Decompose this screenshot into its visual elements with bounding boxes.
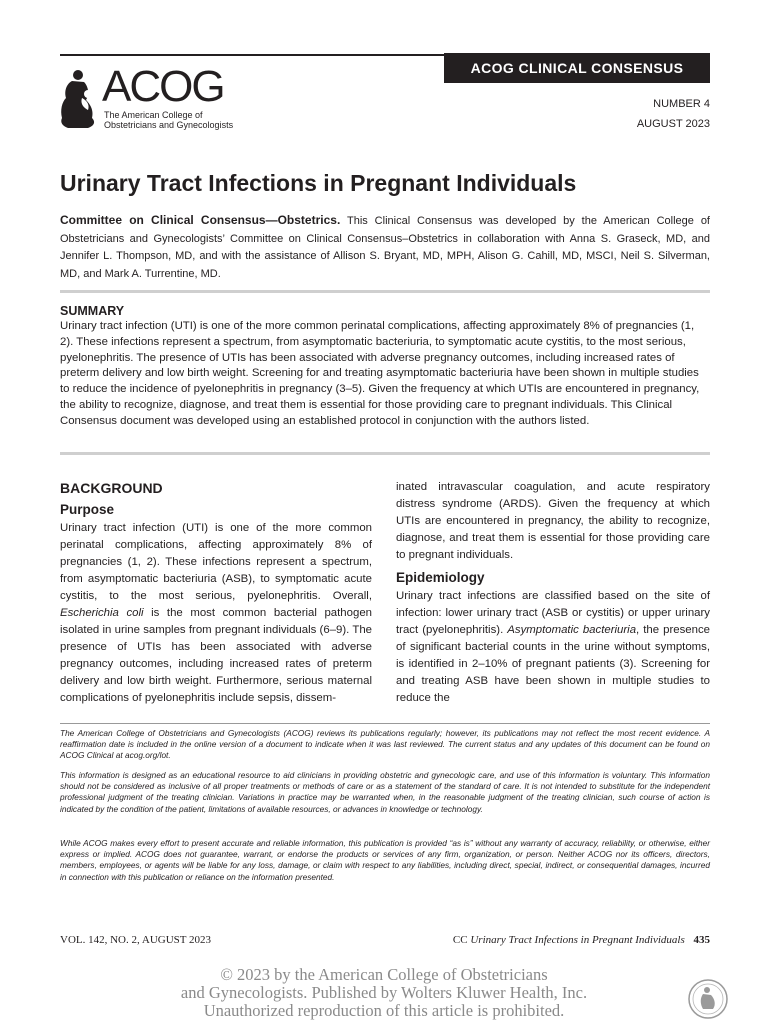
footnote-disclaimer: While ACOG makes every effort to present accurate and reliable information, this publication is provided “as is” without any warranty of accuracy, reliability, or otherwise, either express or implied. ACOG does not guarantee, warrant, or endorse the products or services of any firm, organization, or person. Neither ACOG nor its officers, directors, members, employees, or agents will be liable for any loss, damage, or claim with respect to any liabilities, including direct, special, indirect, or consequential damages, incurred in connection with this publication or reliance on the information presented.	[60, 838, 710, 882]
copyright-watermark: © 2023 by the American College of Obstetricians and Gynecologists. Published by Wolters Kluwer Health, Inc. Unauthorized reproduction of this article is prohibited.	[180, 965, 588, 1020]
summary-bottom-rule	[60, 452, 710, 455]
footnote-rule	[60, 723, 710, 724]
summary-heading: SUMMARY	[60, 304, 125, 318]
footnote-educational: This information is designed as an educational resource to aid clinicians in providing obstetric and gynecologic care, and use of this information is voluntary. This information should not be considered as inclusive of all proper treatments or methods of care or as a statement of the standard of care. It is not intended to substitute for the independent professional judgment of the treating clinician. Variations in practice may be warranted when, in the reasonable judgment of the treating clinician, such course of action is indicated by the condition of the patient, limitations of available resources, or advances in knowledge or technology.	[60, 770, 710, 814]
footer-prefix: CC	[452, 934, 468, 946]
footer-running-title	[453, 934, 710, 946]
epidemiology-paragraph: Urinary tract infections are classified based on the site of infection: lower urinary tract (ASB or cystitis) or upper urinary tract (pyelonephritis). Asymptomatic bacteriuria, the presence of significant bacterial counts in the urine without symptoms, is identified in 2–10% of pregnant patients (3). Screening for and treating ASB have been shown in multiple studies to reduce the	[396, 590, 710, 704]
committee-statement	[60, 212, 710, 283]
mother-child-icon	[58, 68, 98, 130]
committee-lead: Committee on Clinical Consensus—Obstetrics.	[60, 213, 341, 227]
committee-text: This Clinical Consensus was developed by the American College of Obstetricians and Gynecologists’ Committee on Clinical Consensus–Obstetrics in collaboration with Anna S. Graseck, MD, and Jennifer L. Thompson, MD, and with the assistance of Allison S. Bryant, MD, MPH, Alison G. Cahill, MD, MSCI, Neil S. Silverman, MD, and Mark A. Turrentine, MD.	[60, 215, 710, 280]
footnote-review: The American College of Obstetricians and Gynecologists (ACOG) reviews its publications regularly; however, its publications may not reflect the most recent evidence. A reaffirmation date is included in the online version of a document to indicate when it was last reviewed. The current status and any updates of this document can be found on ACOG Clinical at acog.org/lot.	[60, 728, 710, 761]
asb-term: Asymptomatic bacteriuria	[507, 624, 637, 636]
document-meta	[637, 94, 710, 134]
purpose-paragraph-cont: inated intravascular coagulation, and acute respiratory distress syndrome (ARDS). Given the frequency at which UTIs are encountered in pregnancy, the ability to recognize, diagnose, and treat them is essential for those providing care to pregnant individuals.	[396, 481, 710, 561]
logo-wordmark: ACOG	[102, 62, 224, 111]
logo-subtitle: The American College of Obstetricians and Gynecologists	[104, 110, 234, 130]
acog-seal-icon	[687, 978, 729, 1020]
purpose-paragraph: Urinary tract infection (UTI) is one of the more common perinatal complications, affecting approximately 8% of pregnancies (1, 2). These infections represent a spectrum, from asymptomatic bacteriuria (ASB), to symptomatic acute cystitis, to the most serious, pyelonephritis. Overall, Escherichia coli is the most common bacterial pathogen isolated in urine samples from pregnant individuals (6–9). The presence of UTIs has been associated with adverse pregnancy outcomes, including increased rates of preterm delivery and low birth weight. Furthermore, serious maternal complications of pyelonephritis include sepsis, dissem-	[60, 522, 372, 704]
background-heading: BACKGROUND	[60, 480, 163, 496]
header-rule	[60, 54, 444, 56]
document-number: NUMBER 4	[653, 98, 710, 110]
column-left	[60, 478, 372, 707]
summary-top-rule	[60, 290, 710, 293]
footer-volume: VOL. 142, NO. 2, AUGUST 2023	[60, 934, 212, 946]
purpose-heading: Purpose	[60, 502, 115, 517]
epidemiology-heading: Epidemiology	[396, 570, 485, 585]
summary-text: Urinary tract infection (UTI) is one of the more common perinatal complications, affecting approximately 8% of pregnancies (1, 2). These infections represent a spectrum, from asymptomatic bacteriuria, to symptomatic acute cystitis, to the most serious, pyelonephritis. The presence of UTIs has been associated with adverse pregnancy outcomes, including increased rates of preterm delivery and low birth weight. Screening for and treating asymptomatic bacteriuria have been shown in multiple studies to reduce the incidence of pyelonephritis in pregnancy (3–5). Given the frequency at which UTIs are encountered in pregnancy, the ability to recognize, diagnose, and treat them is essential for those providing care to pregnant individuals. This Clinical Consensus document was developed using an established protocol in conjunction with the authors listed.	[60, 320, 700, 427]
ecoli-term: Escherichia coli	[60, 607, 144, 619]
page-number: 435	[693, 934, 710, 946]
column-right	[396, 479, 710, 707]
footer-title: Urinary Tract Infections in Pregnant Individuals	[470, 934, 685, 946]
consensus-banner: ACOG CLINICAL CONSENSUS	[444, 53, 710, 83]
document-date: AUGUST 2023	[636, 118, 710, 130]
acog-logo	[58, 62, 258, 134]
page-title: Urinary Tract Infections in Pregnant Individuals	[60, 170, 577, 196]
